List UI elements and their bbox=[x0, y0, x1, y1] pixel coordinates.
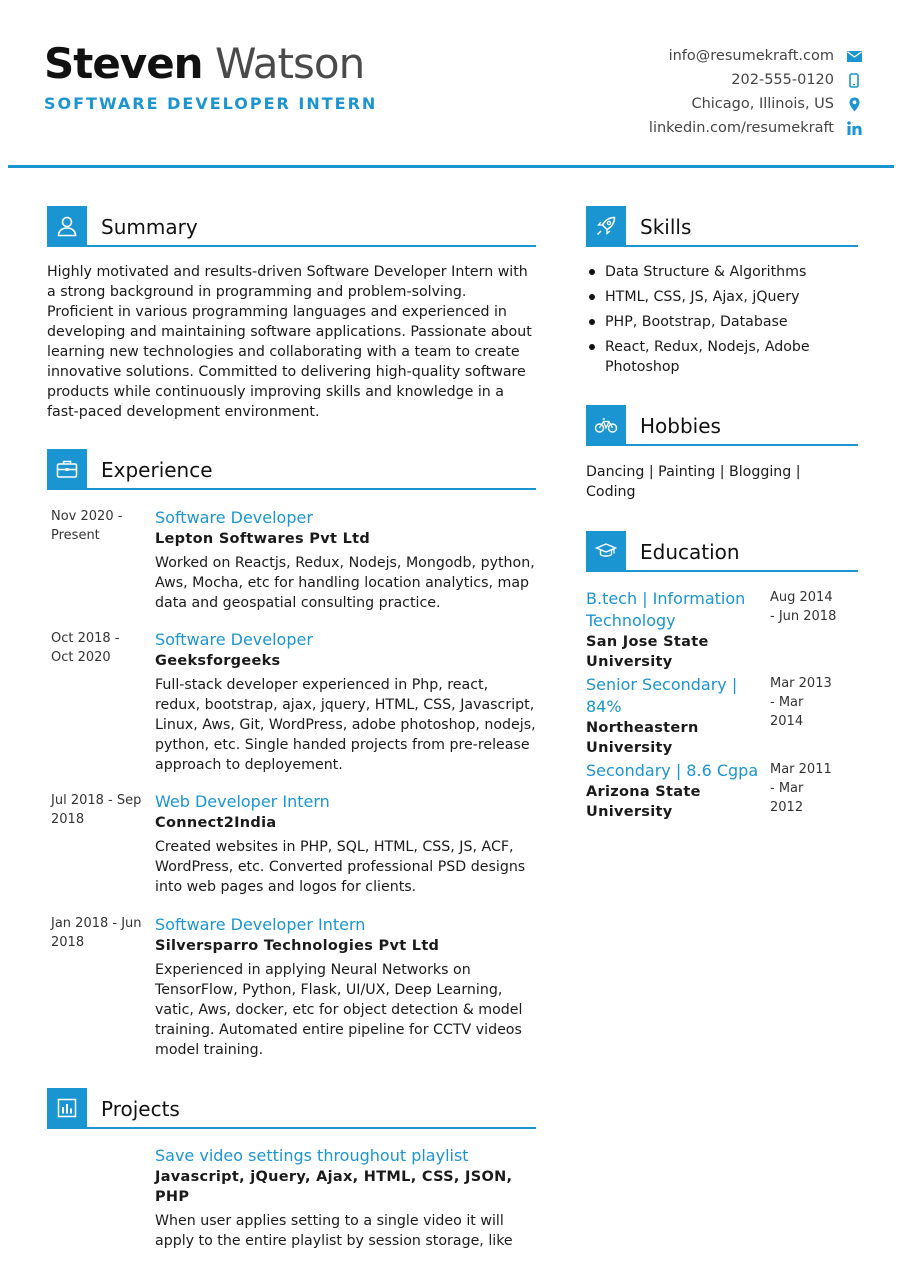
experience-dates: Oct 2018 - Oct 2020 bbox=[51, 631, 120, 665]
location-text: Chicago, Illinois, US bbox=[691, 96, 834, 112]
experience-description: Worked on Reactjs, Redux, Nodejs, Mongodb, python, Aws, Mocha, etc for handling location analytics, map data and geospatial consulting practice. bbox=[155, 555, 535, 611]
hobbies-heading bbox=[586, 406, 858, 446]
skill-item: Data Structure & Algorithms bbox=[586, 262, 858, 282]
phone-text[interactable]: 202-555-0120 bbox=[731, 72, 834, 88]
envelope-icon bbox=[846, 51, 862, 62]
summary-text: Highly motivated and results-driven Software Developer Intern with a strong background in programming and problem-solving. Proficient in various programming languages and experienced in developing and maintaining software applications. Passionate about learning new technologies and collaborating with a team to create innovative solutions. Committed to delivering high-quality software products while continuously improving skills and knowledge in a fast-paced development environment. bbox=[47, 264, 532, 420]
skills-heading bbox=[586, 207, 858, 247]
experience-description: Experienced in applying Neural Networks on TensorFlow, Python, Flask, UI/UX, Deep Learning, vatic, Aws, docker, etc for object detection & model training. Automated entire pipeline for CCTV videos model training. bbox=[155, 962, 523, 1058]
experience-title: Experience bbox=[101, 458, 213, 482]
experience-heading bbox=[47, 450, 536, 490]
hobbies-title: Hobbies bbox=[640, 414, 721, 438]
education-school: Northeastern University bbox=[586, 720, 699, 756]
linkedin-text[interactable]: linkedin.com/resumekraft bbox=[648, 120, 834, 136]
experience-role: Software Developer bbox=[155, 508, 313, 527]
skill-item: PHP, Bootstrap, Database bbox=[586, 312, 858, 332]
graduation-cap-icon bbox=[586, 531, 626, 571]
last-name: Watson bbox=[214, 39, 365, 88]
education-dates: Mar 2013 - Mar 2014 bbox=[770, 676, 832, 729]
mobile-phone-icon bbox=[846, 73, 862, 88]
experience-role: Web Developer Intern bbox=[155, 792, 330, 811]
job-title: SOFTWARE DEVELOPER INTERN bbox=[44, 94, 378, 113]
rocket-icon bbox=[586, 206, 626, 246]
projects-heading bbox=[47, 1089, 536, 1129]
education-school: Arizona State University bbox=[586, 784, 701, 820]
education-item bbox=[586, 674, 858, 758]
experience-item bbox=[47, 914, 536, 1060]
project-description: When user applies setting to a single video it will apply to the entire playlist by session storage, like bbox=[155, 1213, 513, 1249]
experience-dates: Jul 2018 - Sep 2018 bbox=[51, 793, 142, 827]
contact-linkedin bbox=[562, 116, 862, 140]
skills-list bbox=[586, 262, 858, 382]
projects-title: Projects bbox=[101, 1097, 180, 1121]
education-title: Education bbox=[640, 540, 740, 564]
skill-item: React, Redux, Nodejs, Adobe Photoshop bbox=[586, 337, 858, 377]
user-icon bbox=[47, 206, 87, 246]
education-degree: Senior Secondary | 84% bbox=[586, 675, 738, 716]
contact-location bbox=[562, 92, 862, 116]
experience-company: Lepton Softwares Pvt Ltd bbox=[155, 531, 371, 547]
education-item bbox=[586, 760, 858, 822]
education-degree: B.tech | Information Technology bbox=[586, 589, 746, 630]
contact-email bbox=[562, 44, 862, 68]
experience-dates: Jan 2018 - Jun 2018 bbox=[51, 916, 142, 950]
contact-block bbox=[562, 44, 862, 140]
project-stack: Javascript, jQuery, Ajax, HTML, CSS, JSON, PHP bbox=[155, 1169, 513, 1205]
hobbies-text: Dancing | Painting | Blogging | Coding bbox=[586, 464, 801, 500]
education-degree: Secondary | 8.6 Cgpa bbox=[586, 761, 759, 780]
project-item bbox=[47, 1145, 536, 1251]
experience-role: Software Developer Intern bbox=[155, 915, 366, 934]
bicycle-icon bbox=[586, 405, 626, 445]
experience-dates: Nov 2020 - Present bbox=[51, 509, 123, 543]
linkedin-icon bbox=[846, 121, 862, 135]
skills-title: Skills bbox=[640, 215, 692, 239]
education-dates: Aug 2014 - Jun 2018 bbox=[770, 590, 837, 624]
experience-item bbox=[47, 791, 536, 897]
email-text[interactable]: info@resumekraft.com bbox=[668, 48, 834, 64]
experience-description: Full-stack developer experienced in Php, react, redux, bootstrap, ajax, jquery, HTML, CSS, Javascript, Linux, Aws, Git, WordPress, adobe photoshop, nodejs, python, etc. Single handed projects from pre-release approach to deployement. bbox=[155, 677, 536, 773]
experience-item bbox=[47, 507, 536, 613]
experience-role: Software Developer bbox=[155, 630, 313, 649]
education-school: San Jose State University bbox=[586, 634, 709, 670]
contact-phone bbox=[562, 68, 862, 92]
first-name: Steven bbox=[44, 39, 203, 88]
header-divider bbox=[8, 165, 894, 168]
experience-item bbox=[47, 629, 536, 775]
skill-item: HTML, CSS, JS, Ajax, jQuery bbox=[586, 287, 858, 307]
experience-company: Connect2India bbox=[155, 815, 277, 831]
summary-title: Summary bbox=[101, 215, 198, 239]
experience-company: Silversparro Technologies Pvt Ltd bbox=[155, 938, 440, 954]
education-item bbox=[586, 588, 858, 672]
project-title: Save video settings throughout playlist bbox=[155, 1146, 469, 1165]
education-heading bbox=[586, 532, 858, 572]
candidate-name bbox=[44, 38, 364, 90]
briefcase-icon bbox=[47, 449, 87, 489]
experience-company: Geeksforgeeks bbox=[155, 653, 281, 669]
bar-chart-icon bbox=[47, 1088, 87, 1128]
map-pin-icon bbox=[846, 97, 862, 112]
experience-description: Created websites in PHP, SQL, HTML, CSS, JS, ACF, WordPress, etc. Converted professional PSD designs into web pages and logos for clients. bbox=[155, 839, 526, 895]
education-dates: Mar 2011 - Mar 2012 bbox=[770, 762, 832, 815]
summary-heading bbox=[47, 207, 536, 247]
